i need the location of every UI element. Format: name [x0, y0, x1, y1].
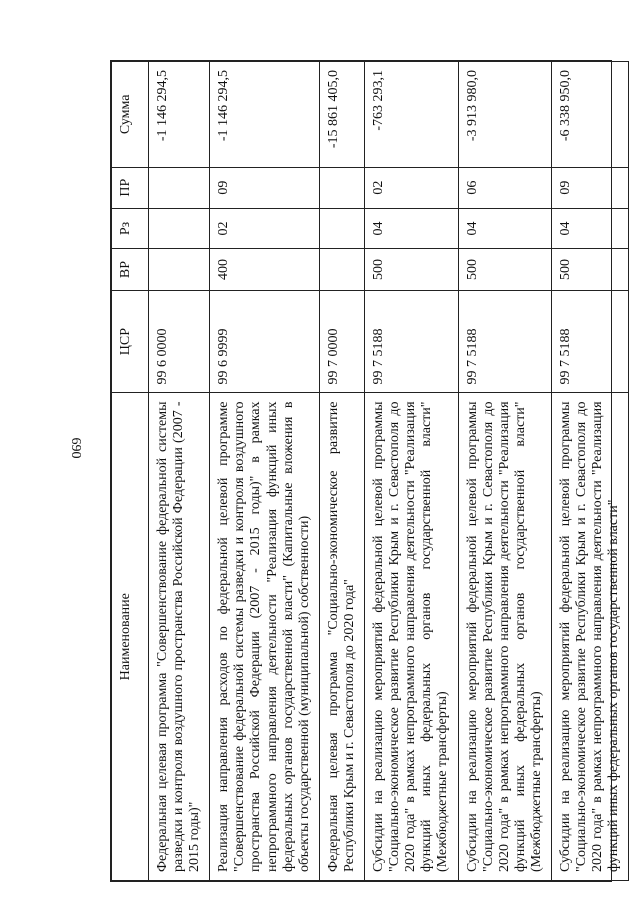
- row-name: Федеральная целевая программа "Совершенствование федеральной системы разведки и контроля воздушного пространства Российской Федерации (2007 - 2015 годы)": [149, 393, 210, 881]
- header-pr: ПР: [112, 167, 149, 208]
- row-rz: [149, 208, 210, 249]
- row-pr: 09: [551, 167, 628, 208]
- row-sum: -6 338 950,0: [551, 62, 628, 168]
- row-pr: 06: [458, 167, 551, 208]
- header-sum: Сумма: [112, 62, 149, 168]
- row-csr: 99 7 5188: [365, 290, 458, 393]
- row-sum: -1 146 294,5: [149, 62, 210, 168]
- row-name: Реализация направления расходов по федеральной целевой программе "Совершенствование федеральной системы разведки и контроля воздушного пространства Российской Федерации (2007 - 2015 годы)" в рамках непрограммного направления деятельности "Реализация функций иных федеральных органов государственной власти" (Капитальные вложения в объекты государственной (муниципальной) собственности): [210, 393, 320, 881]
- row-pr: [319, 167, 364, 208]
- row-vr: 500: [458, 249, 551, 290]
- table-row: [319, 62, 364, 881]
- rotated-table-container: [111, 61, 622, 881]
- row-rz: 04: [551, 208, 628, 249]
- row-vr: 400: [210, 249, 320, 290]
- row-name: Субсидии на реализацию мероприятий федеральной целевой программы "Социально-экономическое развитие Республики Крым и г. Севастополя до 2020 года" в рамках непрограммного направления деятельности "Реализация функций иных федеральных органов государственной власти" (Межбюджетные трансферты): [458, 393, 551, 881]
- budget-table-frame: [110, 60, 622, 882]
- row-pr: [149, 167, 210, 208]
- row-vr: [319, 249, 364, 290]
- row-csr: 99 7 5188: [458, 290, 551, 393]
- row-sum: -15 861 405,0: [319, 62, 364, 168]
- row-vr: [149, 249, 210, 290]
- row-name: Субсидии на реализацию мероприятий федеральной целевой программы "Социально-экономическое развитие Республики Крым и г. Севастополя до 2020 года" в рамках непрограммного направления деятельности "Реализация функций иных федеральных органов государственной власти": [551, 393, 628, 881]
- table-row: [365, 62, 458, 881]
- row-vr: 500: [551, 249, 628, 290]
- row-name: Субсидии на реализацию мероприятий федеральной целевой программы "Социально-экономическое развитие Республики Крым и г. Севастополя до 2020 года" в рамках непрограммного направления деятельности "Реализация функций иных федеральных органов государственной власти" (Межбюджетные трансферты): [365, 393, 458, 881]
- page-number: 690: [68, 437, 83, 459]
- table-row: [149, 62, 210, 881]
- row-sum: -763 293,1: [365, 62, 458, 168]
- row-rz: 04: [458, 208, 551, 249]
- row-pr: 09: [210, 167, 320, 208]
- table-row: [551, 62, 628, 881]
- row-csr: 99 6 9999: [210, 290, 320, 393]
- row-csr: 99 6 0000: [149, 290, 210, 393]
- header-rz: Рз: [112, 208, 149, 249]
- row-csr: 99 7 0000: [319, 290, 364, 393]
- row-vr: 500: [365, 249, 458, 290]
- budget-table: [111, 61, 629, 881]
- table-row: [210, 62, 320, 881]
- header-name: Наименование: [112, 393, 149, 881]
- row-csr: 99 7 5188: [551, 290, 628, 393]
- header-vr: ВР: [112, 249, 149, 290]
- row-pr: 02: [365, 167, 458, 208]
- header-csr: ЦСР: [112, 290, 149, 393]
- row-rz: 02: [210, 208, 320, 249]
- row-rz: 04: [365, 208, 458, 249]
- row-sum: -3 913 980,0: [458, 62, 551, 168]
- row-name: Федеральная целевая программа "Социально-экономическое развитие Республики Крым и г. Севастополя до 2020 года": [319, 393, 364, 881]
- table-header-row: [112, 62, 149, 881]
- table-row: [458, 62, 551, 881]
- row-sum: -1 146 294,5: [210, 62, 320, 168]
- row-rz: [319, 208, 364, 249]
